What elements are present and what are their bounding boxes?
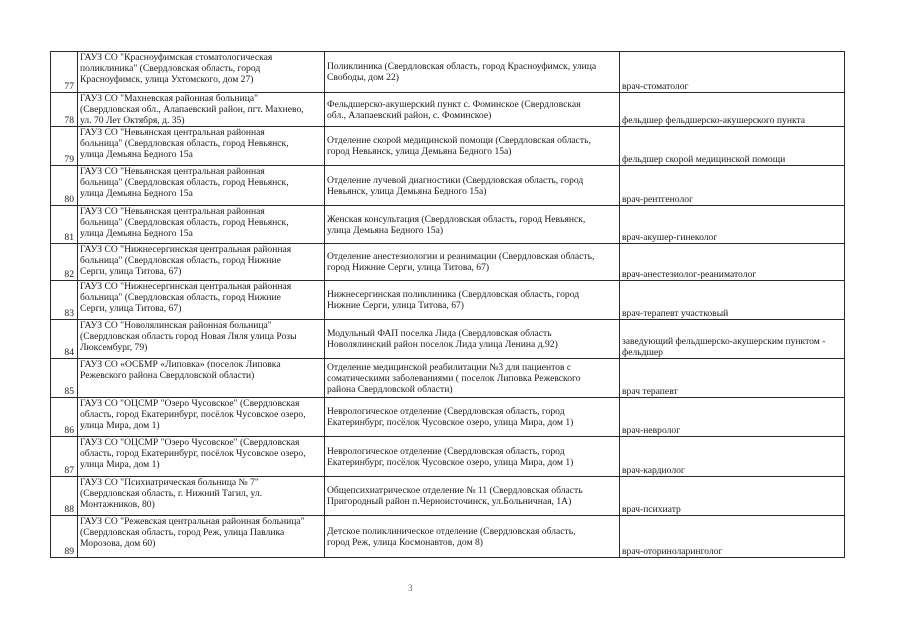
table-row — [51, 477, 845, 516]
row-number: 81 — [51, 206, 78, 244]
table-row — [51, 320, 845, 359]
row-number: 89 — [51, 516, 78, 558]
subdivision-cell: Поликлиника (Свердловская область, город Красноуфимск, улица Свободы, дом 22) — [325, 52, 620, 93]
table-row — [51, 281, 845, 320]
subdivision-cell: Неврологическое отделение (Свердловская область, город Екатеринбург, посёлок Чусовское озеро, улица Мира, дом 1) — [325, 437, 620, 477]
row-number: 80 — [51, 166, 78, 206]
table-row — [51, 398, 845, 437]
subdivision-cell: Общепсихиатрическое отделение № 11 (Свердловская область Пригородный район п.Черноисточинск, ул.Больничная, 1А) — [325, 477, 620, 516]
position-cell: врач-невролог — [620, 398, 845, 437]
organization-cell: ГАУЗ СО "Махневская районная больница" (Свердловская обл., Алапаевский район, пгт. Махнево, ул. 70 Лет Октября, д. 35) — [78, 93, 325, 127]
subdivision-cell: Женская консультация (Свердловская область, город Невьянск, улица Демьяна Бедного 15а) — [325, 206, 620, 244]
row-number: 83 — [51, 281, 78, 320]
subdivision-cell: Фельдшерско-акушерский пункт с. Фоминское (Свердловская обл., Алапаевский район, с. Фоминское) — [325, 93, 620, 127]
organization-cell: ГАУЗ СО «ОСБМР «Липовка» (поселок Липовка Режевского района Свердловской области) — [78, 359, 325, 398]
row-number: 88 — [51, 477, 78, 516]
position-cell: заведующий фельдшерско-акушерским пунктом - фельдшер — [620, 320, 845, 359]
organization-cell: ГАУЗ СО "Психиатрическая больница № 7" (Свердловская область, г. Нижний Тагил, ул. Монтажников, 80) — [78, 477, 325, 516]
subdivision-cell: Модульный ФАП поселка Лида (Свердловская область Новолялинский район поселок Лида улица Ленина д.92) — [325, 320, 620, 359]
position-cell: врач-психиатр — [620, 477, 845, 516]
position-cell: врач-рентгенолог — [620, 166, 845, 206]
vacancy-table — [50, 51, 845, 558]
position-cell: врач-терапевт участковый — [620, 281, 845, 320]
subdivision-cell: Отделение лучевой диагностики (Свердловская область, город Невьянск, улица Демьяна Бедного 15а) — [325, 166, 620, 206]
table-row — [51, 52, 845, 93]
position-cell: врач-акушер-гинеколог — [620, 206, 845, 244]
table-body — [51, 52, 845, 558]
row-number: 77 — [51, 52, 78, 93]
row-number: 82 — [51, 244, 78, 281]
table-row — [51, 437, 845, 477]
position-cell: врач-стоматолог — [620, 52, 845, 93]
organization-cell: ГАУЗ СО "Невьянская центральная районная больница" (Свердловская область, город Невьянск, улица Демьяна Бедного 15а — [78, 206, 325, 244]
organization-cell: ГАУЗ СО "Нижнесергинская центральная районная больница" (Свердловская область, город Нижние Серги, улица Титова, 67) — [78, 281, 325, 320]
table-row — [51, 244, 845, 281]
organization-cell: ГАУЗ СО "Режевская центральная районная больница" (Свердловская область, город Реж, улица Павлика Морозова, дом 60) — [78, 516, 325, 558]
table-row — [51, 93, 845, 127]
organization-cell: ГАУЗ СО "Новолялинская районная больница" (Свердловская область город Новая Ляля улица Розы Люксембург, 79) — [78, 320, 325, 359]
subdivision-cell: Нижнесергинская поликлиника (Свердловская область, город Нижние Серги, улица Титова, 67) — [325, 281, 620, 320]
position-cell: врач-кардиолог — [620, 437, 845, 477]
table-row — [51, 206, 845, 244]
organization-cell: ГАУЗ СО "Невьянская центральная районная больница" (Свердловская область, город Невьянск, улица Демьяна Бедного 15а — [78, 166, 325, 206]
subdivision-cell: Неврологическое отделение (Свердловская область, город Екатеринбург, посёлок Чусовское озеро, улица Мира, дом 1) — [325, 398, 620, 437]
organization-cell: ГАУЗ СО "ОЦСМР "Озеро Чусовское" (Свердловская область, город Екатеринбург, посёлок Чусовское озеро, улица Мира, дом 1) — [78, 437, 325, 477]
document-sheet — [50, 51, 844, 558]
position-cell: фельдшер скорой медицинской помощи — [620, 127, 845, 166]
table-row — [51, 359, 845, 398]
row-number: 78 — [51, 93, 78, 127]
row-number: 87 — [51, 437, 78, 477]
row-number: 86 — [51, 398, 78, 437]
position-cell: врач терапевт — [620, 359, 845, 398]
table-row — [51, 166, 845, 206]
organization-cell: ГАУЗ СО "Красноуфимская стоматологическая поликлиника" (Свердловская область, город Красноуфимск, улица Ухтомского, дом 27) — [78, 52, 325, 93]
organization-cell: ГАУЗ СО "ОЦСМР "Озеро Чусовское" (Свердловская область, город Екатеринбург, посёлок Чусовское озеро, улица Мира, дом 1) — [78, 398, 325, 437]
position-cell: врач-оториноларинголог — [620, 516, 845, 558]
position-cell: фельдшер фельдшерско-акушерского пункта — [620, 93, 845, 127]
subdivision-cell: Отделение анестезиологии и реанимации (Свердловская область, город Нижние Серги, улица Титова, 67) — [325, 244, 620, 281]
page-number: 3 — [408, 583, 413, 593]
table-row — [51, 127, 845, 166]
subdivision-cell: Отделение скорой медицинской помощи (Свердловская область, город Невьянск, улица Демьяна Бедного 15а) — [325, 127, 620, 166]
row-number: 85 — [51, 359, 78, 398]
subdivision-cell: Детское поликлиническое отделение (Свердловская область, город Реж, улица Космонавтов, дом 8) — [325, 516, 620, 558]
row-number: 84 — [51, 320, 78, 359]
table-row — [51, 516, 845, 558]
organization-cell: ГАУЗ СО "Невьянская центральная районная больница" (Свердловская область, город Невьянск, улица Демьяна Бедного 15а — [78, 127, 325, 166]
row-number: 79 — [51, 127, 78, 166]
position-cell: врач-анестезиолог-реаниматолог — [620, 244, 845, 281]
subdivision-cell: Отделение медицинской реабилитации №3 для пациентов с соматическими заболеваниями ( поселок Липовка Режевского района Свердловской области) — [325, 359, 620, 398]
organization-cell: ГАУЗ СО "Нижнесергинская центральная районная больница" (Свердловская область, город Нижние Серги, улица Титова, 67) — [78, 244, 325, 281]
